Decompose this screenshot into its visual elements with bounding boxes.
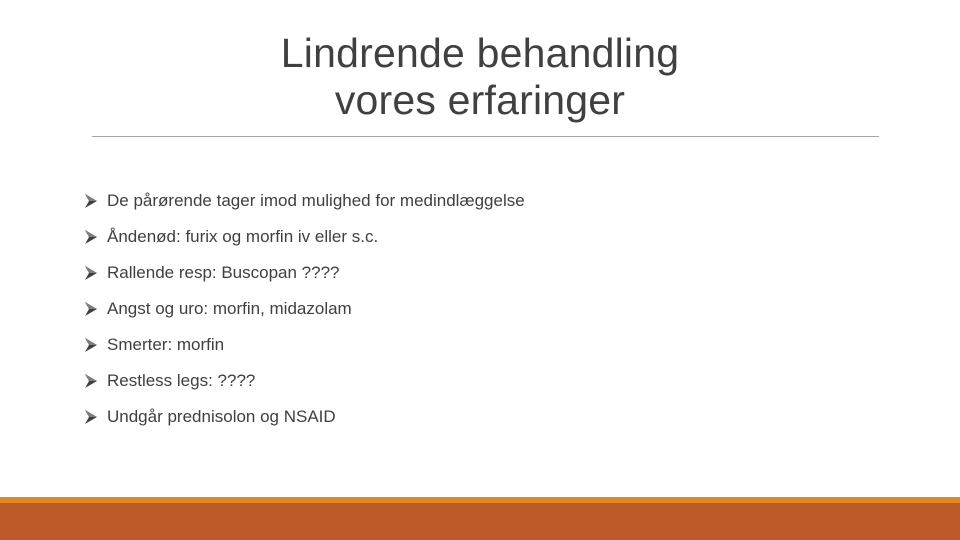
bullet-text: Smerter: morfin	[107, 335, 225, 354]
bullet-item	[85, 291, 525, 327]
bullet-item	[85, 219, 525, 255]
bullet-text: De pårørende tager imod mulighed for medindlæggelse	[107, 191, 525, 210]
slide-title	[0, 30, 960, 124]
bullet-item	[85, 363, 525, 399]
arrow-bullet-icon	[85, 410, 97, 424]
bullet-list	[85, 183, 525, 435]
title-line-2: vores erfaringer	[334, 77, 626, 123]
arrow-bullet-icon	[85, 374, 97, 388]
bullet-text: Rallende resp: Buscopan ????	[107, 263, 340, 282]
arrow-bullet-icon	[85, 266, 97, 280]
bullet-text: Angst og uro: morfin, midazolam	[107, 299, 352, 318]
arrow-bullet-icon	[85, 230, 97, 244]
arrow-bullet-icon	[85, 338, 97, 352]
bullet-text: Undgår prednisolon og NSAID	[107, 407, 336, 426]
bullet-item	[85, 255, 525, 291]
title-divider	[92, 136, 879, 137]
bullet-item	[85, 399, 525, 435]
bullet-item	[85, 183, 525, 219]
arrow-bullet-icon	[85, 194, 97, 208]
footer-band	[0, 503, 960, 540]
bullet-item	[85, 327, 525, 363]
bullet-text: Åndenød: furix og morfin iv eller s.c.	[107, 227, 379, 246]
bullet-text: Restless legs: ????	[107, 371, 256, 390]
arrow-bullet-icon	[85, 302, 97, 316]
title-line-1: Lindrende behandling	[280, 30, 680, 76]
